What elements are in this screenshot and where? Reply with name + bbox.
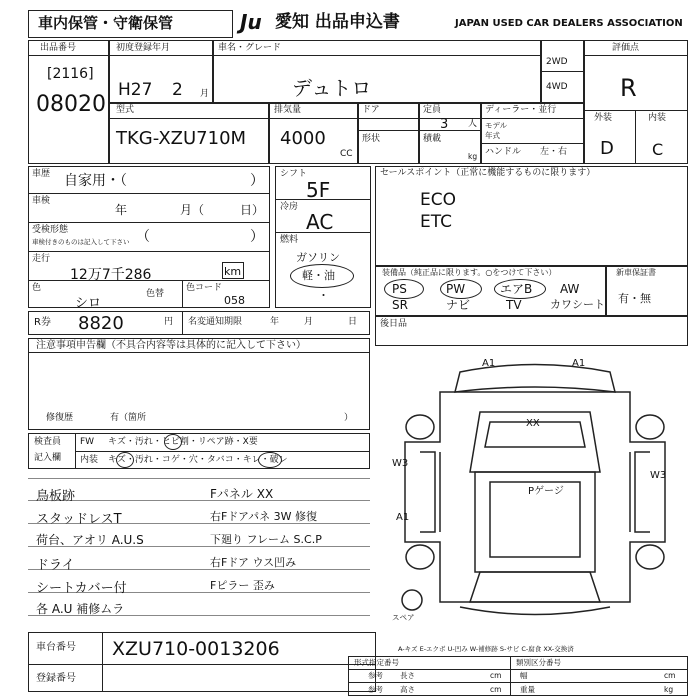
spec-weight: 重量 <box>520 685 535 694</box>
page-title: 愛知 出品申込書 <box>275 12 400 32</box>
capacity-value: 3 <box>440 117 449 132</box>
remark-left-1: 鳥板跡 <box>36 489 76 504</box>
spec-ref-2: 参考 <box>368 685 383 694</box>
spec-width-unit: cm <box>664 671 676 680</box>
form-type-close: ） <box>250 229 264 245</box>
mileage-unit: km <box>224 265 242 278</box>
remark-left-4: ドライ <box>36 558 75 573</box>
shift-label: シフト <box>280 169 308 179</box>
spec-length: 長さ <box>400 671 415 680</box>
model-label: 型式 <box>116 105 135 115</box>
damage-mark-a1-side: A1 <box>396 512 410 523</box>
vehicle-name-label: 車名・グレード <box>218 43 282 53</box>
checker-label-1: 検査員 <box>34 437 62 447</box>
history-label: 車歴 <box>32 169 51 179</box>
recycle-unit: 円 <box>164 317 174 327</box>
model-year-label1: モデル <box>485 121 508 130</box>
lot-code: [2116] <box>47 66 94 82</box>
remark-right-1: Fパネル XX <box>210 487 274 501</box>
notes-label: 注意事項申告欄（不具合内容等は具体的に記入して下さい） <box>36 340 306 351</box>
damage-mark-w3-left: W3 <box>392 458 409 469</box>
repair-close: ） <box>344 413 354 423</box>
dealer-label: ディーラー・並行 <box>485 105 557 115</box>
fuel-label: 燃料 <box>280 235 299 245</box>
equip-navi: ナビ <box>446 298 471 312</box>
repair-value: 有（箇所 <box>110 413 147 423</box>
drive-2wd: 2WD <box>546 57 568 67</box>
load-label: 積載 <box>423 134 442 144</box>
damage-legend: A-キズ E-エクボ U-凹み W-補修跡 S-サビ C-腐食 XX-交換済 <box>398 645 574 653</box>
remark-right-3: 下廻り フレーム S.C.P <box>210 533 322 546</box>
drive-4wd: 4WD <box>546 82 568 92</box>
damage-mark-xx: XX <box>526 418 540 429</box>
spec-type-label: 形式指定番号 <box>354 658 399 667</box>
chassis-number: XZU710-0013206 <box>112 638 280 660</box>
rear-items-block <box>375 316 688 346</box>
inspection-label: 車検 <box>32 196 51 206</box>
load-unit: kg <box>468 152 478 161</box>
fuel-note: ・ <box>318 289 329 302</box>
association-name: JAPAN USED CAR DEALERS ASSOCIATION <box>455 18 683 29</box>
sales-point-item-1: ECO <box>420 190 456 210</box>
warranty-options: 有・無 <box>618 292 651 305</box>
inspection-month: 月（ <box>180 203 205 217</box>
equip-leather: カワシート <box>550 298 605 311</box>
color-label: 色 <box>32 283 42 293</box>
ac-label: 冷房 <box>280 202 299 212</box>
interior-label: 内装 <box>648 113 667 123</box>
history-value: 自家用・（ <box>64 173 127 189</box>
capacity-label: 定員 <box>423 105 442 115</box>
rating-label: 評価点 <box>612 43 640 53</box>
form-type-sub: 車検付きのものは記入して下さい <box>32 238 130 246</box>
spec-height: 高さ <box>400 685 415 694</box>
checker-fw-label: FW <box>80 437 95 447</box>
spec-ref-1: 参考 <box>368 671 383 680</box>
fuel-type: ガソリン <box>296 251 340 264</box>
damage-mark-a1-right: A1 <box>572 358 586 369</box>
registration-year: H27 <box>118 80 153 100</box>
recycle-label: R券 <box>34 317 51 328</box>
ju-logo: Ju <box>240 10 262 34</box>
shape-label: 形状 <box>362 134 381 144</box>
color-code-label: 色コード <box>186 283 223 293</box>
checker-interior-items: キズ・汚れ・コゲ・穴・タバコ・キレ・破レ <box>108 455 288 465</box>
equip-ps: PS <box>392 282 407 296</box>
vehicle-diagram <box>380 352 690 642</box>
spec-length-unit: cm <box>490 671 502 680</box>
history-close: ） <box>250 173 264 189</box>
equip-tv: TV <box>506 298 522 312</box>
capacity-unit: 人 <box>468 119 478 129</box>
remark-right-5: Fピラー 歪み <box>210 579 275 592</box>
warranty-label: 新車保証書 <box>616 268 656 277</box>
vehicle-name: デュトロ <box>292 76 372 100</box>
equip-aw: AW <box>560 282 580 296</box>
mileage-value: 12万7千286 <box>70 267 152 283</box>
remark-left-3: 荷台、アオリ A.U.S <box>36 533 144 547</box>
rating-value: R <box>620 74 637 102</box>
transfer-month: 月 <box>304 317 314 327</box>
registration-month: 2 <box>172 80 183 100</box>
inspection-day: 日） <box>240 203 265 217</box>
rear-items-label: 後日品 <box>380 319 408 329</box>
door-label: ドア <box>362 105 380 115</box>
checker-interior-label: 内装 <box>80 455 99 465</box>
equipment-label: 装備品（純正品に限ります。○をつけて下さい） <box>382 268 557 277</box>
ac-value: AC <box>306 210 334 234</box>
damage-mark-a1-left: A1 <box>482 358 496 369</box>
form-type-paren: （ <box>136 229 150 245</box>
equip-airbag: エアB <box>500 282 533 296</box>
spec-weight-unit: kg <box>664 685 674 694</box>
remark-right-4: 右Fドア ウス凹み <box>210 556 297 569</box>
sales-point-item-2: ETC <box>420 212 452 232</box>
checker-fw-items: キズ・汚れ・ヒビ割・リペア跡・X要 <box>108 437 258 447</box>
equip-sr: SR <box>392 298 408 312</box>
exterior-grade: D <box>600 138 614 159</box>
damage-mark-w3-right: W3 <box>650 470 667 481</box>
damage-mark-gauge: Pゲージ <box>528 486 564 497</box>
fuel-options: 軽・油 <box>302 269 335 282</box>
handle-label: ハンドル <box>485 147 522 157</box>
shift-value: 5F <box>306 178 331 202</box>
displacement-unit: CC <box>340 149 353 159</box>
displacement-label: 排気量 <box>274 105 302 115</box>
transfer-label: 名変通知期限 <box>188 317 243 327</box>
storage-label: 車内保管・守衛保管 <box>38 14 174 32</box>
transfer-day: 日 <box>348 317 358 327</box>
color-change-label: 色替 <box>146 289 165 299</box>
equip-pw: PW <box>446 282 466 296</box>
exterior-label: 外装 <box>594 113 613 123</box>
transfer-year: 年 <box>270 317 280 327</box>
inspection-year: 年 <box>115 203 128 217</box>
interior-grade: C <box>652 140 664 159</box>
plate-label: 登録番号 <box>36 673 76 684</box>
color-code: 058 <box>224 294 245 307</box>
spec-width: 幅 <box>520 671 528 680</box>
registration-label: 初度登録年月 <box>116 43 171 53</box>
lot-label: 出品番号 <box>40 43 77 53</box>
remark-right-2: 右Fドアパネ 3W 修復 <box>210 510 317 523</box>
remark-left-6: 各 A.U 補修ムラ <box>36 602 125 616</box>
remark-left-5: シートカバー付 <box>36 581 127 596</box>
sales-point-label: セールスポイント（正常に機能するものに限ります） <box>380 168 596 178</box>
spec-class-label: 類別区分番号 <box>516 658 561 667</box>
repair-label: 修復歴 <box>46 413 74 423</box>
remark-left-2: スタッドレスT <box>36 512 122 527</box>
spare-label: スペア <box>392 613 415 622</box>
mileage-label: 走行 <box>32 254 51 264</box>
model-year-label2: 年式 <box>485 131 500 140</box>
registration-month-unit: 月 <box>200 89 210 99</box>
displacement-value: 4000 <box>280 128 326 149</box>
checker-label-2: 記入欄 <box>34 453 62 463</box>
lot-number: 08020 <box>36 92 106 117</box>
model-value: TKG-XZU710M <box>116 128 247 149</box>
spec-height-unit: cm <box>490 685 502 694</box>
recycle-value: 8820 <box>78 313 124 334</box>
chassis-label: 車台番号 <box>36 642 76 653</box>
form-type-label: 受検形態 <box>32 225 69 235</box>
color-value: シロ <box>75 296 102 311</box>
handle-options: 左・右 <box>540 147 568 157</box>
